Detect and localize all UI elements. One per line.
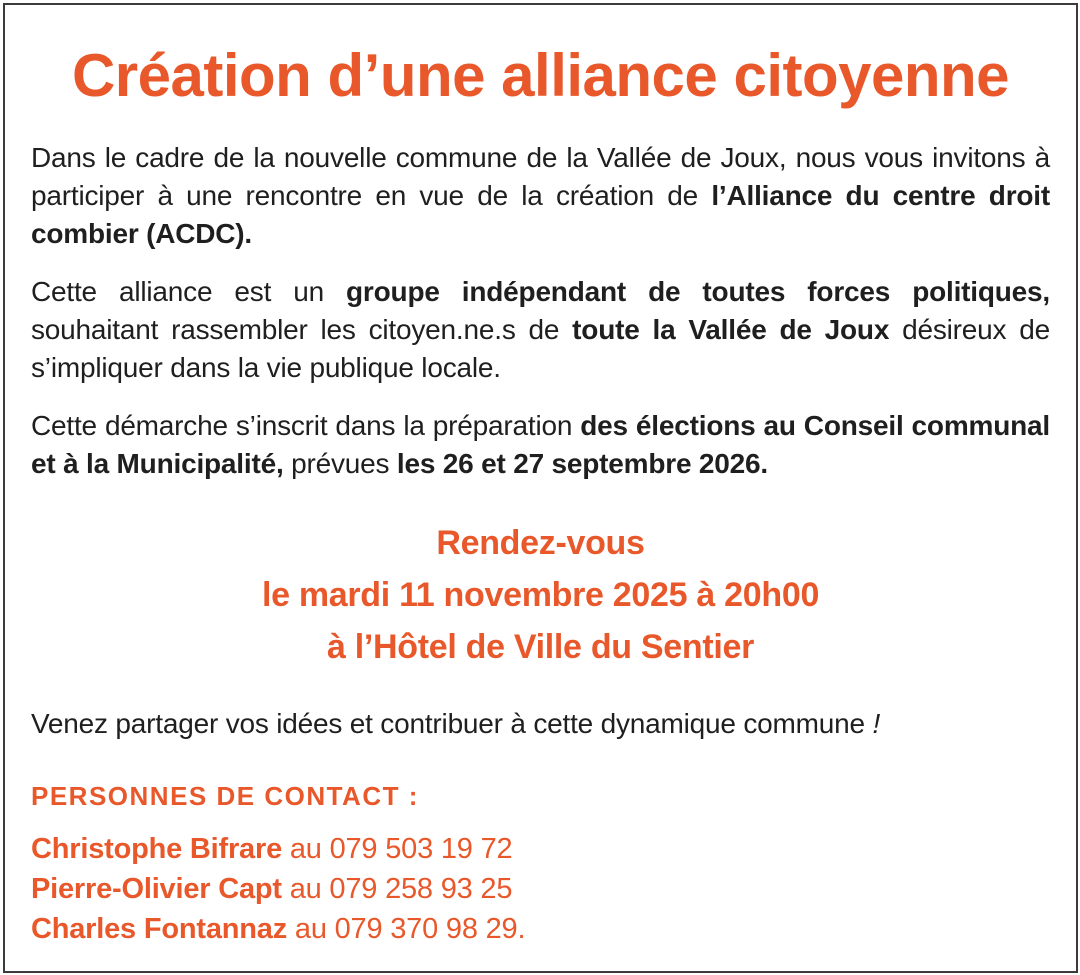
text-segment-bold-dates: les 26 et 27 septembre 2026.	[396, 448, 768, 479]
rendezvous-line-location: à l’Hôtel de Ville du Sentier	[326, 628, 755, 666]
paragraph-intro	[31, 139, 1050, 253]
contact-phone: au 079 258 93 25	[289, 873, 513, 905]
contact-name: Charles Fontannaz	[31, 913, 288, 945]
text-segment: Cette alliance est un	[31, 276, 347, 307]
text-segment-bold-groupe: groupe indépendant de toutes forces politiques,	[346, 276, 1050, 307]
rendezvous-line-heading: Rendez-vous	[436, 524, 645, 562]
invitation-line	[31, 705, 1050, 743]
flyer-page	[3, 3, 1078, 973]
text-segment: Venez partager vos idées et contribuer à cette dynamique commune	[31, 708, 873, 739]
paragraph-alliance	[31, 273, 1050, 387]
text-segment: souhaitant rassembler les citoyen.ne.s de	[31, 314, 573, 345]
contact-name: Pierre-Olivier Capt	[31, 873, 282, 905]
contacts-list	[31, 829, 1050, 949]
text-segment-bold-vallee: toute la Vallée de Joux	[572, 314, 890, 345]
text-segment: prévues	[283, 448, 397, 479]
contact-phone: au 079 503 19 72	[289, 833, 513, 865]
page-title: Création d’une alliance citoyenne	[71, 42, 1010, 109]
contact-row	[31, 909, 1050, 949]
text-segment: désireux de s’impliquer dans la vie publique locale.	[31, 314, 1050, 383]
text-segment: Cette démarche s’inscrit dans la préparation	[31, 410, 581, 441]
contact-name: Christophe Bifrare	[31, 833, 282, 865]
paragraph-elections	[31, 407, 1050, 483]
text-segment-italic-exclamation: !	[872, 708, 881, 739]
contact-row	[31, 869, 1050, 909]
text-segment-bold-acdc: l’Alliance du centre droit combier (ACDC).	[31, 180, 1050, 249]
rendezvous-block	[31, 517, 1050, 673]
text-segment: Dans le cadre de la nouvelle commune de la Vallée de Joux, nous vous invitons à participer à une rencontre en vue de la création de	[31, 142, 1050, 211]
contact-row	[31, 829, 1050, 869]
rendezvous-line-datetime: le mardi 11 novembre 2025 à 20h00	[261, 576, 820, 614]
text-segment-bold-elections: des élections au Conseil communal et à la Municipalité,	[31, 410, 1050, 479]
contact-phone: au 079 370 98 29.	[294, 913, 526, 945]
contacts-heading: PERSONNES DE CONTACT :	[31, 781, 419, 811]
